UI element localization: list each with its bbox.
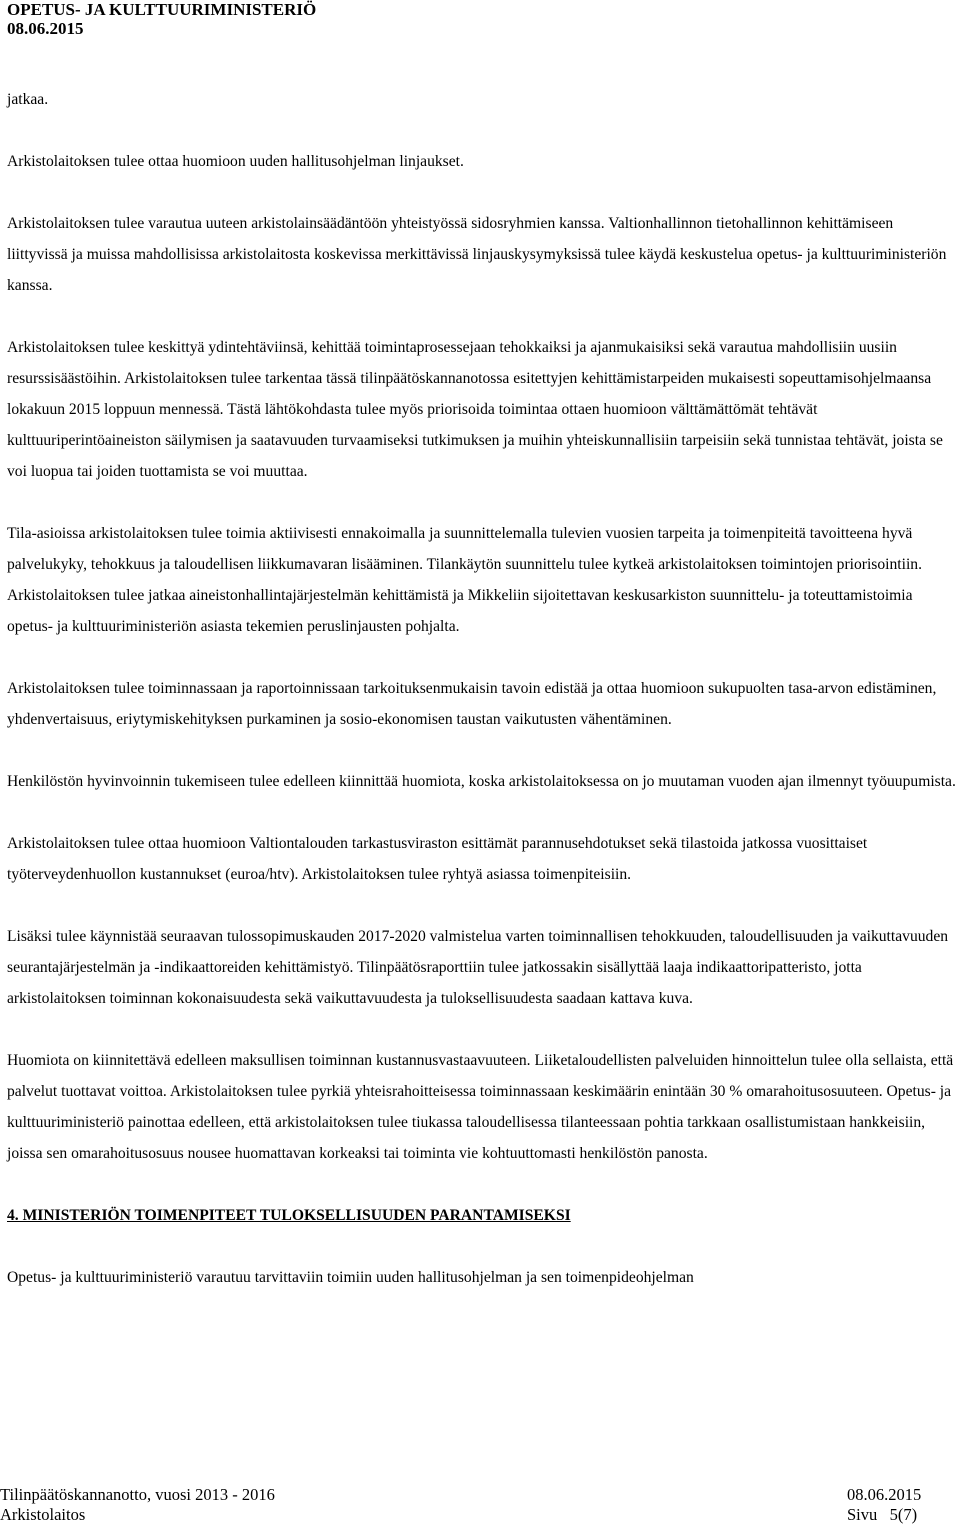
paragraph-archive-legislation: Arkistolaitoksen tulee varautua uuteen arkistolainsäädäntöön yhteistyössä sidosryhmien kanssa. Valtionhallinnon tietohallinnon kehittämiseen liittyvissä ja muissa mahdollisissa arkistolaitosta koskevissa merkittävissä linjauskysymyksissä tulee käydä keskustelua opetus- ja kulttuuriministeriön kanssa.	[7, 215, 947, 294]
paragraph-premises: Tila-asioissa arkistolaitoksen tulee toimia aktiivisesti ennakoimalla ja suunnittelemalla tulevien vuosien tarpeita ja toimenpiteitä tavoitteena hyvä palvelukyky, tehokkuus ja taloudellisen liikkumavaran lisääminen. Tilankäytön suunnittelu tulee kytkeä arkistolaitoksen toimintojen priorisointiin. Arkistolaitoksen tulee jatkaa aineistonhallintajärjestelmän kehittämistä ja Mikkeliin sijoitettavan keskusarkiston suunnittelu- ja toteuttamistoimia opetus- ja kulttuuriministeriön asiasta tekemien peruslinjausten pohjalta.	[7, 525, 922, 635]
page-footer	[0, 1485, 940, 1525]
paragraph-continuation: jatkaa.	[7, 91, 49, 108]
paragraph-indicators: Lisäksi tulee käynnistää seuraavan tulossopimuskauden 2017-2020 valmistelua varten toiminnallisen tehokkuuden, taloudellisuuden ja vaikuttavuuden seurantajärjestelmän ja -indikaattoreiden kehittämistyö. Tilinpäätösraporttiin tulee jatkossakin sisällyttää laaja indikaattoripatteristo, jotta arkistolaitoksen toiminnan kokonaisuudesta sekä vaikuttavuudesta ja tuloksellisuudesta saadaan kattava kuva.	[7, 928, 949, 1007]
footer-page-number: Sivu 5(7)	[847, 1505, 918, 1524]
paragraph-audit-recommendations: Arkistolaitoksen tulee ottaa huomioon Valtiontalouden tarkastusviraston esittämät parannusehdotukset sekä tilastoida jatkossa vuosittaiset työterveydenhuollon kustannukset (euroa/htv). Arkistolaitoksen tulee ryhtyä asiassa toimenpiteisiin.	[7, 835, 868, 883]
header-date: 08.06.2015	[7, 19, 84, 38]
paragraph-staff-wellbeing: Henkilöstön hyvinvoinnin tukemiseen tulee edelleen kiinnittää huomiota, koska arkistolaitoksessa on jo muutaman vuoden ajan ilmennyt työuupumista.	[7, 773, 956, 790]
document-body	[7, 84, 957, 1293]
paragraph-core-tasks: Arkistolaitoksen tulee keskittyä ydintehtäviinsä, kehittää toimintaprosessejaan tehokkaiksi ja ajanmukaisiksi sekä varautua mahdollisiin uusiin resurssisäästöihin. Arkistolaitoksen tulee tarkentaa tässä tilinpäätöskannanotossa esitettyjen kehittämistarpeiden mukaisesti sopeuttamisohjelmaansa lokakuun 2015 loppuun mennessä. Tästä lähtökohdasta tulee myös priorisoida toimintaa ottaen huomioon välttämättömät tehtävät kulttuuriperintöaineiston säilymisen ja saatavuuden turvaamiseksi tutkimuksen ja muihin yhteiskunnallisiin tarpeisiin sekä tunnistaa tehtävät, joista se voi luopua tai joiden tuottamista se voi muuttaa.	[7, 339, 943, 480]
section-heading: 4. MINISTERIÖN TOIMENPITEET TULOKSELLISUUDEN PARANTAMISEKSI	[7, 1207, 571, 1224]
page-header	[7, 0, 316, 38]
paragraph-cost-correspondence: Huomiota on kiinnitettävä edelleen maksullisen toiminnan kustannusvastaavuuteen. Liiketaloudellisten palveluiden hinnoittelun tulee olla sellaista, että palvelut tuottavat voittoa. Arkistolaitoksen tulee pyrkiä yhteisrahoitteisessa toiminnassaan keskimäärin enintään 30 % omarahoitusosuuteen. Opetus- ja kulttuuriministeriö painottaa edelleen, että arkistolaitoksen tulee tiukassa taloudellisessa tilanteessaan pohtia tarkkaan osallistumistaan hankkeisiin, joissa sen omarahoitusosuus nousee huomattavan korkeaksi tai toiminta vie kohtuuttomasti henkilöstön panosta.	[7, 1052, 954, 1162]
footer-doc-title: Tilinpäätöskannanotto, vuosi 2013 - 2016	[0, 1485, 275, 1504]
footer-organization: Arkistolaitos	[0, 1505, 86, 1524]
paragraph-ministry-actions: Opetus- ja kulttuuriministeriö varautuu tarvittaviin toimiin uuden hallitusohjelman ja sen toimenpideohjelman	[7, 1269, 694, 1286]
ministry-title: OPETUS- JA KULTTUURIMINISTERIÖ	[7, 0, 317, 19]
footer-date: 08.06.2015	[847, 1485, 922, 1504]
paragraph-equality: Arkistolaitoksen tulee toiminnassaan ja raportoinnissaan tarkoituksenmukaisin tavoin edistää ja ottaa huomioon sukupuolten tasa-arvon edistäminen, yhdenvertaisuus, eriytymiskehityksen purkaminen ja sosio-ekonomisen taustan vaikutusten vähentäminen.	[7, 680, 937, 728]
paragraph-government-program: Arkistolaitoksen tulee ottaa huomioon uuden hallitusohjelman linjaukset.	[7, 153, 464, 170]
